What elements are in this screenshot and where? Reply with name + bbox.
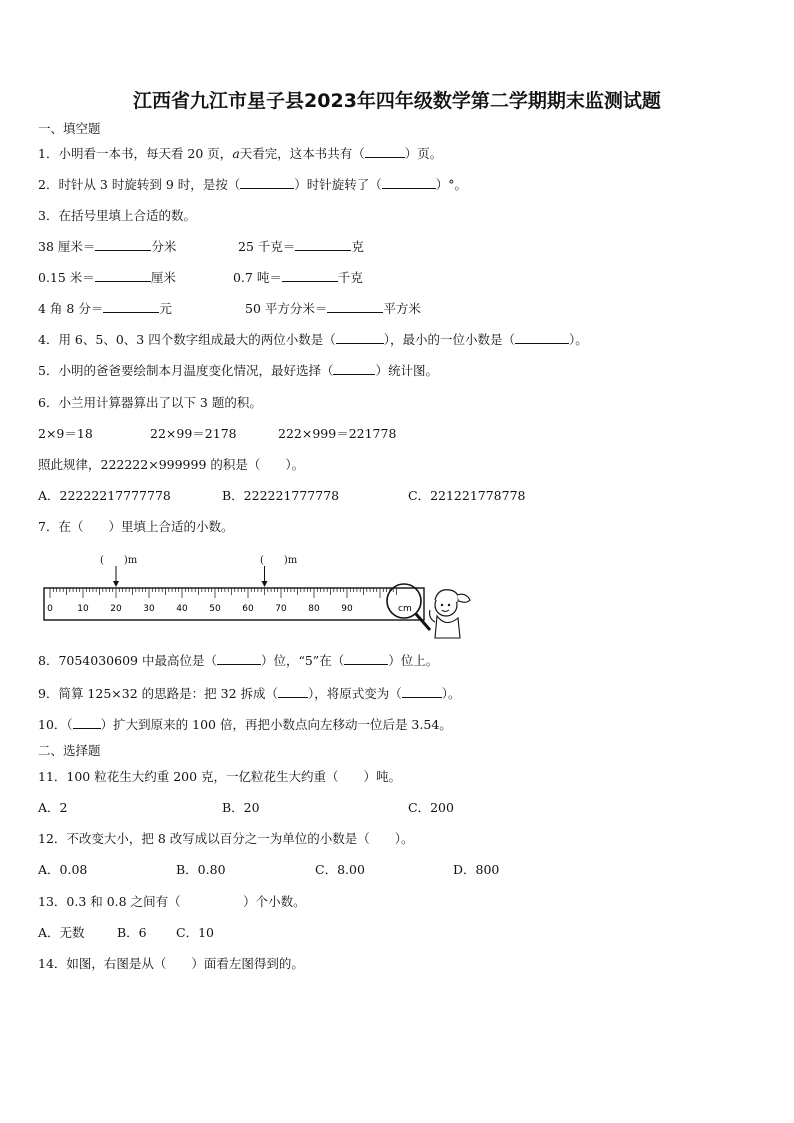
ruler-tick-label: 20 [110,604,122,614]
question-9 [38,685,461,703]
q3-blank-1[interactable] [95,238,151,251]
q3-item-3-a: 0.15 米＝ [38,270,95,285]
ruler-arrowhead-1 [113,581,119,587]
question-3-stem: 3．在括号里填上合适的数。 [38,208,196,223]
q4-blank-1[interactable] [336,331,384,344]
q6-example-2: 22×99＝2178 [150,426,237,441]
q3-item-6-b: 平方米 [383,301,421,316]
page-title: 江西省九江市星子县2023年四年级数学第二学期期末监测试题 [133,90,661,112]
q10-text-b: ）扩大到原来的 100 倍，再把小数点向左移动一位后是 3.54。 [100,717,452,732]
q1-text-a: 1．小明看一本书，每天看 20 页， [38,146,233,161]
q13-option-c[interactable]: C．10 [176,925,214,940]
girl-figure [430,590,470,638]
q4-text-c: ）。 [568,332,588,347]
q3-item-2 [238,238,364,256]
q12-option-c[interactable]: C．8.00 [315,862,365,877]
q11-option-a[interactable]: A．2 [38,800,68,815]
q3-item-1-a: 38 厘米＝ [38,239,96,254]
q3-item-3-b: 厘米 [150,270,176,285]
ruler-tick-label: 90 [341,604,353,614]
question-4 [38,331,588,349]
q3-item-1 [38,238,176,256]
q2-text-a: 2．时针从 3 时旋转到 9 时，是按（ [38,177,241,192]
q12-option-b[interactable]: B．0.80 [176,862,226,877]
q3-blank-5[interactable] [103,300,159,313]
q1-blank[interactable] [365,145,405,158]
q12-option-a[interactable]: A．0.08 [38,862,88,877]
q4-text-b: ），最小的一位小数是（ [383,332,515,347]
q3-item-1-b: 分米 [151,239,177,254]
ruler-figure [38,548,478,643]
q2-text-c: ）°。 [435,177,468,192]
ruler-body [44,588,424,620]
q3-item-2-a: 25 千克＝ [238,239,296,254]
q6-example-1: 2×9＝18 [38,426,93,441]
q8-text-c: ）位上。 [388,653,439,668]
q6-option-c[interactable]: C．221221778778 [408,488,526,503]
q3-item-4-a: 0.7 吨＝ [233,270,282,285]
ruler-mark-label-1: ( )m [100,555,138,566]
q6-example-3: 222×999＝221778 [278,426,397,441]
q3-item-5-a: 4 角 8 分＝ [38,301,104,316]
q2-text-b: ）时针旋转了（ [294,177,382,192]
q3-item-4-b: 千克 [337,270,363,285]
q1-var: a [232,146,240,161]
question-12-stem: 12．不改变大小，把 8 改写成以百分之一为单位的小数是（ ）。 [38,831,414,846]
ruler-tick-label: 80 [308,604,320,614]
q5-blank[interactable] [333,362,375,375]
q9-blank-2[interactable] [402,685,442,698]
ruler-arrowhead-2 [262,581,268,587]
q2-blank-1[interactable] [240,176,294,189]
q1-text-b: 天看完，这本书共有（ [239,146,365,161]
question-1 [38,145,442,163]
question-10 [38,716,452,734]
question-6-stem: 6．小兰用计算器算出了以下 3 题的积。 [38,395,262,410]
section-choice: 二、选择题 [38,743,101,758]
q3-blank-6[interactable] [327,300,383,313]
q6-option-a[interactable]: A．22222217777778 [38,488,171,503]
ruler-unit: cm [398,604,412,614]
q4-blank-2[interactable] [515,331,569,344]
q3-blank-3[interactable] [95,269,151,282]
q5-text-a: 5．小明的爸爸要绘制本月温度变化情况，最好选择（ [38,363,334,378]
q9-text-b: ），将原式变为（ [308,686,402,701]
ruler-tick-label: 30 [143,604,155,614]
section-fill-blank: 一、填空题 [38,121,101,136]
q8-text-b: ）位，“5”在（ [260,653,345,668]
ruler-tick-label: 10 [77,604,89,614]
question-5 [38,362,438,380]
q3-item-6-a: 50 平方分米＝ [245,301,328,316]
q6-question: 照此规律，222222×999999 的积是（ ）。 [38,457,305,472]
ruler-tick-label: 40 [176,604,188,614]
q3-item-3 [38,269,176,287]
q3-item-5 [38,300,172,318]
q2-blank-2[interactable] [382,176,436,189]
question-11-stem: 11．100 粒花生大约重 200 克，一亿粒花生大约重（ ）吨。 [38,769,402,784]
q4-text-a: 4．用 6、5、0、3 四个数字组成最大的两位小数是（ [38,332,336,347]
q5-text-b: ）统计图。 [375,363,438,378]
q9-blank-1[interactable] [278,685,308,698]
q8-blank-2[interactable] [344,652,388,665]
question-8 [38,652,438,670]
q8-text-a: 8．7054030609 中最高位是（ [38,653,217,668]
question-2 [38,176,467,194]
q3-item-4 [233,269,363,287]
q11-option-b[interactable]: B．20 [222,800,260,815]
ruler-tick-label: 50 [209,604,221,614]
q3-blank-4[interactable] [282,269,338,282]
q12-option-d[interactable]: D．800 [453,862,500,877]
q3-blank-2[interactable] [295,238,351,251]
ruler-tick-label: 70 [275,604,287,614]
question-13-stem: 13．0.3 和 0.8 之间有（ ）个小数。 [38,894,306,909]
q3-item-2-b: 克 [351,239,364,254]
ruler-tick-label: 0 [47,604,53,614]
q8-blank-1[interactable] [217,652,261,665]
q3-item-5-b: 元 [159,301,172,316]
question-14-stem: 14．如图，右图是从（ ）面看左图得到的。 [38,956,304,971]
q9-text-a: 9．简算 125×32 的思路是：把 32 拆成（ [38,686,278,701]
q10-text-a: 10．（ [38,717,73,732]
q13-option-a[interactable]: A．无数 [38,925,85,940]
question-7-stem: 7．在（ ）里填上合适的小数。 [38,519,234,534]
q1-text-c: ）页。 [404,146,443,161]
q11-option-c[interactable]: C．200 [408,800,454,815]
q3-item-6 [245,300,421,318]
ruler-tick-label: 60 [242,604,254,614]
ruler-mark-label-2: ( )m [260,555,298,566]
q13-option-b[interactable]: B．6 [117,925,147,940]
q10-blank[interactable] [73,716,101,729]
q9-text-c: ）。 [441,686,461,701]
q6-option-b[interactable]: B．222221777778 [222,488,340,503]
